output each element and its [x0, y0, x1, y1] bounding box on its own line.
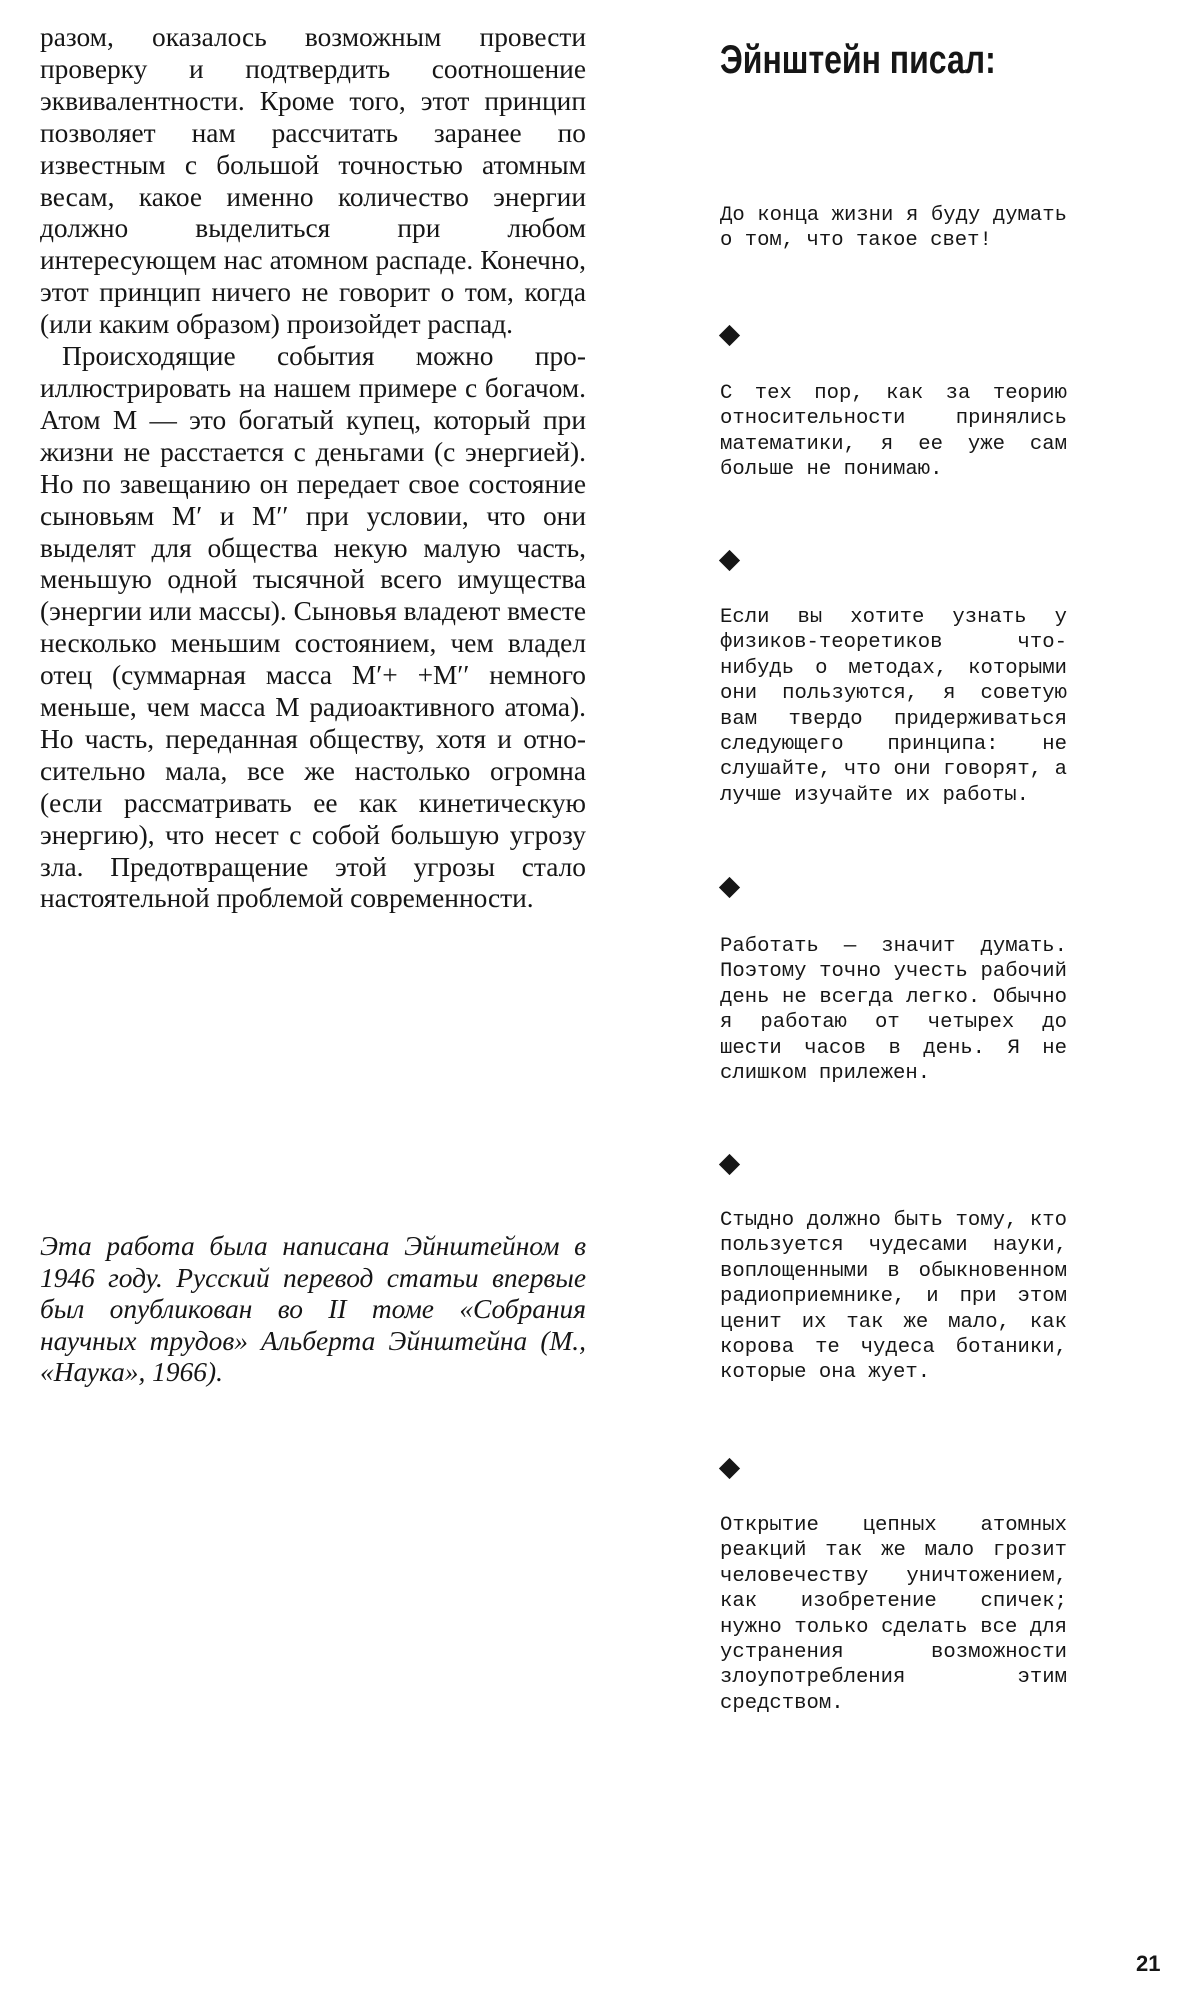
article-body [40, 22, 586, 915]
quote-text: Открытие цепных атомных реакций так же мало грозит человечеству уничтожением, как изобретение спичек; нужно только сделать все для устранения возможности злоупотребления этим средством. [720, 1514, 1067, 1715]
diamond-bullet-icon [719, 550, 740, 571]
diamond-bullet-icon [719, 1458, 740, 1479]
quote-text: До конца жизни я буду думать о том, что такое свет! [720, 204, 1067, 253]
diamond-bullet-icon [719, 325, 740, 346]
article-paragraph: разом, оказалось возможным провести проверку и подтвердить соотношение эквивалентности. Кроме того, этот принцип позволяет нам рассчитать заранее по известным с большой точностью атомным весам, какое именно количество энергии должно выделиться при любом интересующем нас атомном распаде. Конечно, этот принцип ничего не говорит о том, когда (или каким образом) произойдет распад. [40, 22, 586, 340]
diamond-bullet-icon [719, 1154, 740, 1175]
sidebar-title: Эйнштейн писал: [720, 38, 996, 82]
diamond-bullet-icon [719, 877, 740, 898]
quote-text: Работать — значит думать. Поэтому точно учесть рабочий день не всегда легко. Обычно я работаю от четырех до шести часов в день. Я не слишком прилежен. [720, 935, 1067, 1086]
publication-note: Эта работа была написана Эйнштейном в 1946 году. Русский перевод статьи впервые был опубликован во II томе «Собрания научных трудов» Альберта Эйнштейна (М., «Наука», 1966). [40, 1231, 586, 1388]
quote-text: Стыдно должно быть тому, кто пользуется чудесами науки, воплощенными в обыкновенном радиоприемнике, и при этом ценит их так же мало, как корова те чудеса ботаники, которые она жует. [720, 1209, 1067, 1385]
quote-text: С тех пор, как за теорию относительности принялись математики, я ее уже сам больше не понимаю. [720, 382, 1067, 482]
quote-text: Если вы хотите узнать у физиков-теоретиков что-нибудь о методах, которыми они пользуются, я советую вам твердо придерживаться следующего принципа: не слушайте, что они говорят, а лучше изучайте их работы. [720, 606, 1067, 807]
article-paragraph: Происходящие события можно проиллюстрировать на нашем примере с богачом. Атом M — это богатый купец, который при жизни не расстается с деньгами (с энергией). Но по завещанию он передает свое состояние сыновьям M′ и M′′ при условии, что они выделят для общества некую малую часть, меньшую одной тысячной всего имущества (энергии или массы). Сыновья владеют вместе несколько меньшим состоянием, чем владел отец (суммарная масса M′+ +M′′ немного меньше, чем масса M радиоактивного атома). Но часть, переданная обществу, хотя и относительно мала, все же настолько огромна (если рассматривать ее как кинетическую энергию), что несет с собой большую угрозу зла. Предотвращение этой угрозы стало настоятельной проблемой современности. [40, 341, 586, 914]
page-number: 21 [1136, 1951, 1161, 1976]
